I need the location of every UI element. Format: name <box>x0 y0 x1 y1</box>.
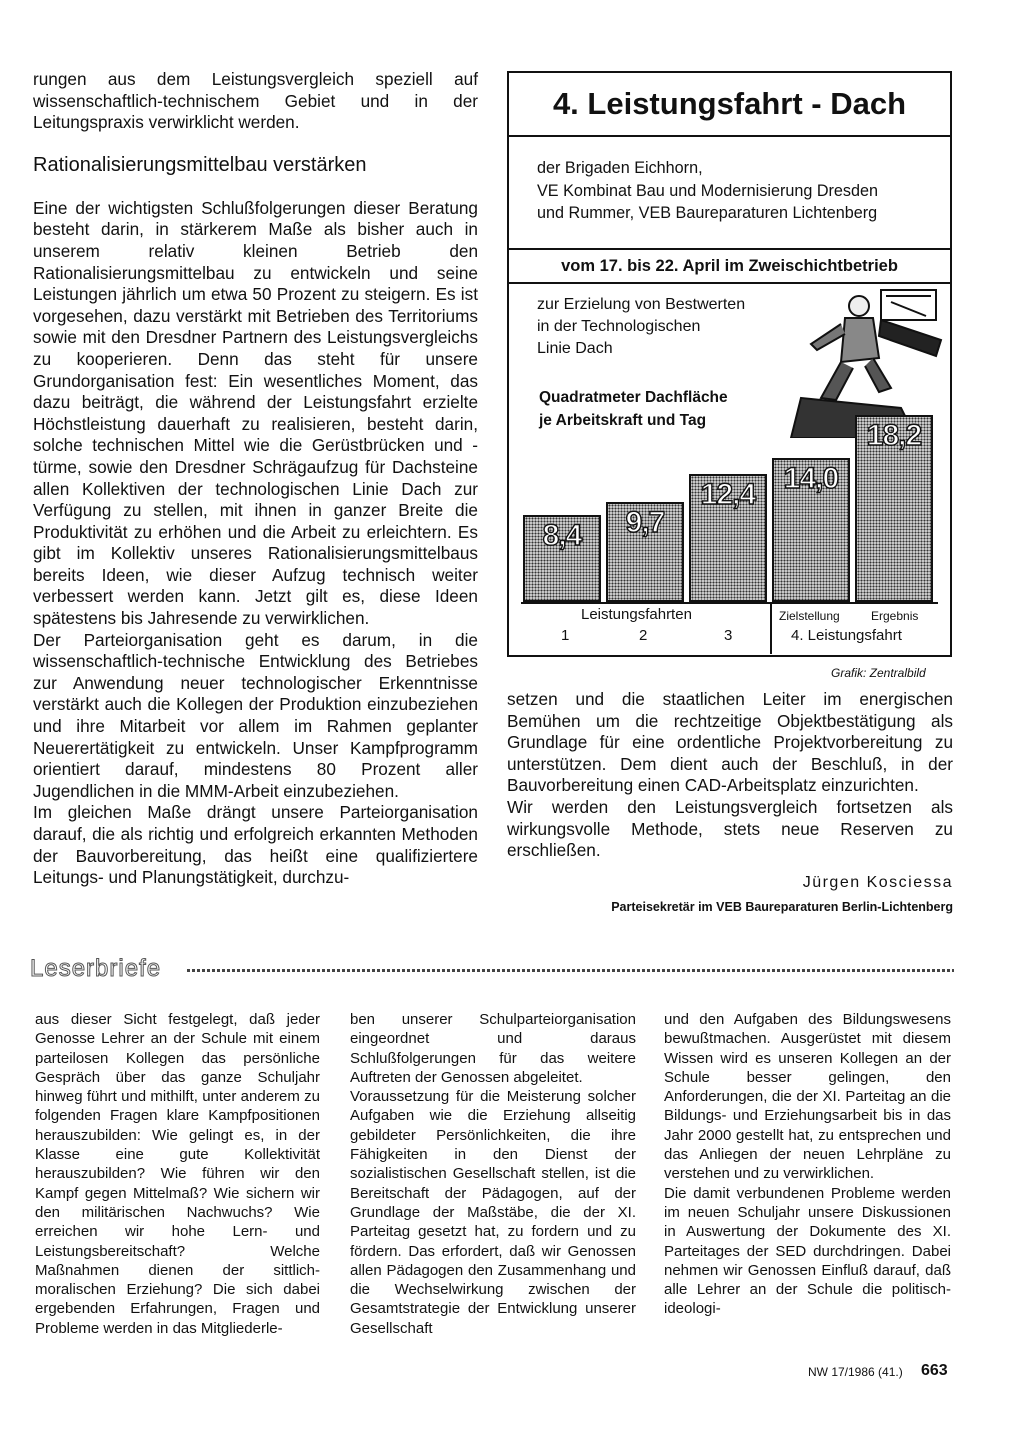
letters-col3-text-a: und den Aufgaben des Bildungswesens bewußtmachen. Ausgerüstet mit diesem Wissen wird es unseren Kollegen an der Schule besser gelingen, den Anforderungen, die der XI. Parteitag an die Bildungs- und Erziehungsarbeit bis in das Jahr 2000 gestellt hat, zu entsprechen und das Anliegen der neuen Lehrpläne zu verstehen und zu verwirklichen. <box>664 1011 951 1183</box>
letters-col3-text-b: Die damit verbundenen Probleme werden im neuen Schuljahr unsere Diskussionen in Auswertung der Dokumente des XI. Parteitages der SED durchdringen. Dabei nehmen wir Genossen Einfluß darauf, daß alle Lehrer an der Schule die politisch-ideologi- <box>664 1184 951 1318</box>
goal-line-3: Linie Dach <box>537 340 613 357</box>
right-column <box>507 689 953 919</box>
bar-4 <box>772 458 850 602</box>
letters-col1-text: aus dieser Sicht festgelegt, daß jeder Genosse Lehrer an der Schule mit einem parteilosen Kollegen das persönliche Gespräch über das ganze Schuljahr hinweg führt und mithilft, unter anderem zu folgenden Fragen klare Kampfpositionen herauszubilden: Wie gelingt es, in der Klasse eine gute Kollektivität herauszubilden? Wie führen wir den Kampf gegen Mittelmaß? Wie sichern wir den militärischen Nachwuchs? Wie erreichen wir hohe Lern- und Leistungsbereitschaft? Welche Maßnahmen dienen der sittlich-moralischen Erziehung? Die sich dabei ergebenden Erfahrungen, Fragen und Probleme werden in das Mitgliederle- <box>35 1011 320 1337</box>
infographic-subtitle <box>509 137 950 248</box>
leserbriefe-heading: Leserbriefe <box>30 955 162 982</box>
letters-column-3 <box>664 1010 951 1319</box>
chart-title <box>539 386 728 432</box>
bar-value-label-3: 12,4 <box>700 478 756 511</box>
letters-column-2 <box>350 1010 636 1338</box>
tick-label-2: 2 <box>639 627 648 644</box>
bar-chart <box>509 376 950 657</box>
bar-3 <box>689 474 767 602</box>
subtitle-line-1: der Brigaden Eichhorn, <box>537 159 703 177</box>
leserbriefe-rule <box>187 969 954 972</box>
group-label-4-leistungsfahrt: 4. Leistungsfahrt <box>791 627 902 644</box>
tick-label-1: 1 <box>561 627 570 644</box>
letters-column-1 <box>35 1010 320 1338</box>
group-label-leistungsfahrten: Leistungsfahrten <box>581 606 692 623</box>
body-paragraph-1: Eine der wichtigsten Schlußfolgerungen dieser Beratung besteht darin, in stärkerem Maße als bisher auch in unserem relativ kleinen Betrieb den Rationalisierungsmittelbau zu entwickeln und seine Leistungen jährlich um etwa 50 Prozent zu steigern. Es ist vorgesehen, dazu verstärkt mit Betrieben des Territoriums sowie mit den Dresdner Partnern des Leistungsvergleichs zu kooperieren. Denn das steht für unsere Grundorganisation fest: Ein wesentliches Moment, das dazu beiträgt, die während der Leistungsfahrt erzielte Höchstleistung dauerhaft zu realisieren, besteht darin, solche technischen Mittel wie die Gerüstbrücken und -türme, sowie den Dresdner Schrägaufzug für Dachsteine allen Kollektiven der technologischen Linie Dach zur Verfügung zu stellen, mit ihnen in ganzer Breite die Produktivität zu erhöhen und die Arbeit zu erleichtern. Es gibt im Kollektiv unseres Rationalisierungsmittelbaus bereits Ideen, wie dieser Aufzug technisch weiter verbessert werden kann. Jetzt gilt es, diese Ideen spätestens bis Jahresende zu verwirklichen. <box>33 197 478 629</box>
label-zielstellung: Zielstellung <box>779 609 840 623</box>
infographic-goal <box>509 284 950 377</box>
author-role: Parteisekretär im VEB Baureparaturen Berlin-Lichtenberg <box>611 900 953 915</box>
graphic-credit: Grafik: Zentralbild <box>831 666 926 680</box>
right-paragraph-1: setzen und die staatlichen Leiter im energischen Bemühen um die rechtzeitige Objektbestätigung als Grundlage für eine ordentliche Projektvorbereitung zu unterstützen. Dem dient auch der Beschluß, in der Bauvorbereitung einen CAD-Arbeitsplatz einzurichten. <box>507 689 953 796</box>
bar-value-label-1: 8,4 <box>542 519 582 552</box>
bar-1 <box>523 515 601 602</box>
subtitle-line-2: VE Kombinat Bau und Modernisierung Dresden <box>537 181 879 200</box>
intro-paragraph: rungen aus dem Leistungsvergleich speziell auf wissenschaftlich-technischem Gebiet und in der Leitungspraxis verwirklicht werden. <box>33 69 478 133</box>
letters-col2-text-a: ben unserer Schulparteiorganisation eingeordnet und daraus Schlußfolgerungen für das weitere Auftreten der Genossen abgeleitet. <box>350 1011 636 1086</box>
goal-line-2: in der Technologischen <box>537 318 701 335</box>
infographic-box <box>507 71 952 657</box>
author-name: Jürgen Kosciessa <box>802 873 953 891</box>
chart-axis <box>521 602 938 652</box>
chart-title-line-2: je Arbeitskraft und Tag <box>539 412 707 429</box>
infographic-title: 4. Leistungsfahrt - Dach <box>509 73 950 137</box>
goal-line-1: zur Erzielung von Bestwerten <box>537 296 746 313</box>
bar-5 <box>855 415 933 602</box>
body-paragraph-3: Im gleichen Maße drängt unsere Parteiorganisation darauf, die als richtig und erfolgreich erkannten Methoden der Bauvorbereitung, das heißt eine qualifiziertere Leitungs- und Planungstätigkeit, durchzu- <box>33 802 478 888</box>
letters-col2-text-b: Voraussetzung für die Meisterung solcher Aufgaben wie die Erziehung allseitig gebildeter Persönlichkeiten, die ihre Fähigkeiten in den Dienst der sozialistischen Gesellschaft stellen, ist die Bereitschaft der Pädagogen, auf der Grundlage der Maßstäbe, die der XI. Parteitag gesetzt hat, zu fordern und zu fördern. Das erfordert, daß wir Genossen allen Pädagogen den Zusammenhang und die Wechselwirkung zwischen der Gesamtstrategie der Entwicklung unserer Gesellschaft <box>350 1088 636 1337</box>
bar-value-label-4: 14,0 <box>783 462 839 495</box>
body-paragraph-2: Der Parteiorganisation geht es darum, in die wissenschaftlich-technische Entwicklung des Betriebes zur Anwendung neuer technologischer Erkenntnisse verstärkt auch die Kollegen der Produktion einzubeziehen und ihre Mitarbeit vor allem im Rahmen geplanter Neuerertätigkeit zu entwickeln. Unser Kampfprogramm orientiert darauf, mindestens 80 Prozent aller Jugendlichen in die MMM-Arbeit einzubeziehen. <box>33 629 478 801</box>
subtitle-line-3: und Rummer, VEB Baureparaturen Lichtenberg <box>537 204 878 222</box>
chart-title-line-1: Quadratmeter Dachfläche <box>539 389 728 406</box>
bar-value-label-5: 18,2 <box>866 419 922 452</box>
issue-number: NW 17/1986 (41.) <box>808 1365 903 1379</box>
axis-divider <box>770 604 772 654</box>
bar-value-label-2: 9,7 <box>625 506 665 539</box>
right-paragraph-2: Wir werden den Leistungsvergleich fortsetzen als wirkungsvolle Methode, stets neue Reserven zu erschließen. <box>507 796 953 861</box>
page-number: 663 <box>921 1362 948 1379</box>
section-heading: Rationalisierungsmittelbau verstärken <box>33 153 367 176</box>
left-column <box>33 69 478 889</box>
infographic-date: vom 17. bis 22. April im Zweischichtbetrieb <box>509 248 950 284</box>
tick-label-3: 3 <box>724 627 733 644</box>
label-ergebnis: Ergebnis <box>871 609 919 623</box>
bar-2 <box>606 502 684 602</box>
